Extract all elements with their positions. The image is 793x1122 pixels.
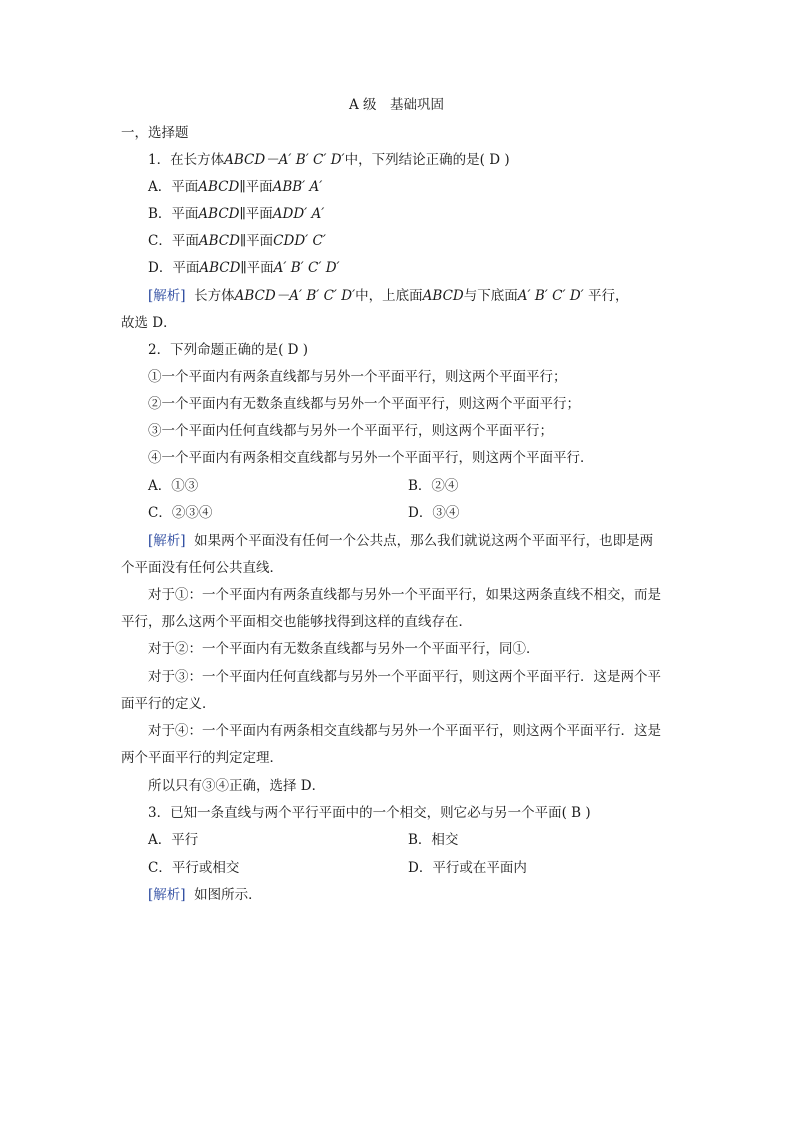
q1-answer: D: [489, 152, 501, 168]
q2-stem: 2．下列命题正确的是( D ): [148, 342, 309, 358]
q3-stem: 3．已知一条直线与两个平行平面中的一个相交，则它必与另一个平面( B ): [148, 805, 591, 821]
q2-option-a: A．①③: [148, 478, 199, 494]
q1-analysis-cont: 故选 D．: [121, 315, 177, 331]
q2-option-b: B．②④: [408, 478, 459, 494]
q1-option-a: A．平面ABCD∥平面ABB′ A′: [148, 179, 323, 195]
level-heading: A 级 基础巩固: [348, 97, 445, 113]
q3-analysis: [解析] 如图所示．: [148, 887, 262, 903]
analysis-tag: [解析]: [148, 887, 186, 903]
q2-answer: D: [287, 342, 299, 358]
q2-statement: ③一个平面内任何直线都与另外一个平面平行，则这两个平面平行；: [148, 423, 553, 439]
q1-analysis: [解析] 长方体ABCD－A′ B′ C′ D′中，上底面ABCD与下底面A′ B′ C′ D′ 平行，: [148, 288, 629, 304]
q2-analysis-line: 对于④：一个平面内有两条相交直线都与另外一个平面平行，则这两个平面平行．这是: [148, 723, 661, 739]
q2-analysis-line: 平行，那么这两个平面相交也能够找得到这样的直线存在．: [121, 614, 472, 630]
q2-analysis-line: 个平面没有任何公共直线．: [121, 560, 283, 576]
q1-option-c: C．平面ABCD∥平面CDD′ C′: [148, 233, 326, 249]
q2-analysis-line: 两个平面平行的判定定理．: [121, 750, 283, 766]
q2-statement: ①一个平面内有两条直线都与另外一个平面平行，则这两个平面平行；: [148, 369, 567, 385]
q1-option-d: D．平面ABCD∥平面A′ B′ C′ D′: [148, 260, 340, 276]
q3-option-c: C．平行或相交: [148, 860, 240, 876]
q2-analysis-line: 对于③：一个平面内任何直线都与另外一个平面平行，则这两个平面平行．这是两个平: [148, 669, 661, 685]
q2-statement: ④一个平面内有两条相交直线都与另外一个平面平行，则这两个平面平行．: [148, 450, 594, 466]
q3-option-b: B．相交: [408, 832, 459, 848]
q3-answer: B: [571, 805, 582, 821]
q1-option-b: B．平面ABCD∥平面ADD′ A′: [148, 206, 325, 222]
q2-conclusion: 所以只有③④正确，选择 D．: [148, 778, 326, 794]
q2-analysis-line: 对于①：一个平面内有两条直线都与另外一个平面平行，如果这两条直线不相交，而是: [148, 587, 661, 603]
analysis-tag: [解析]: [148, 288, 186, 304]
q3-option-a: A．平行: [148, 832, 199, 848]
q1-stem: 1．在长方体ABCD－A′ B′ C′ D′中，下列结论正确的是( D ): [148, 152, 510, 168]
q2-statement: ②一个平面内有无数条直线都与另外一个平面平行，则这两个平面平行；: [148, 396, 580, 412]
q2-option-d: D．③④: [408, 505, 460, 521]
analysis-tag: [解析]: [148, 533, 186, 549]
q2-analysis-line: 对于②：一个平面内有无数条直线都与另外一个平面平行，同①．: [148, 641, 540, 657]
q2-analysis: [解析] 如果两个平面没有任何一个公共点，那么我们就说这两个平面平行，也即是两: [148, 533, 654, 549]
section-title: 一，选择题: [121, 125, 189, 141]
q2-analysis-line: 面平行的定义．: [121, 696, 216, 712]
q3-option-d: D．平行或在平面内: [408, 860, 527, 876]
q2-option-c: C．②③④: [148, 505, 213, 521]
